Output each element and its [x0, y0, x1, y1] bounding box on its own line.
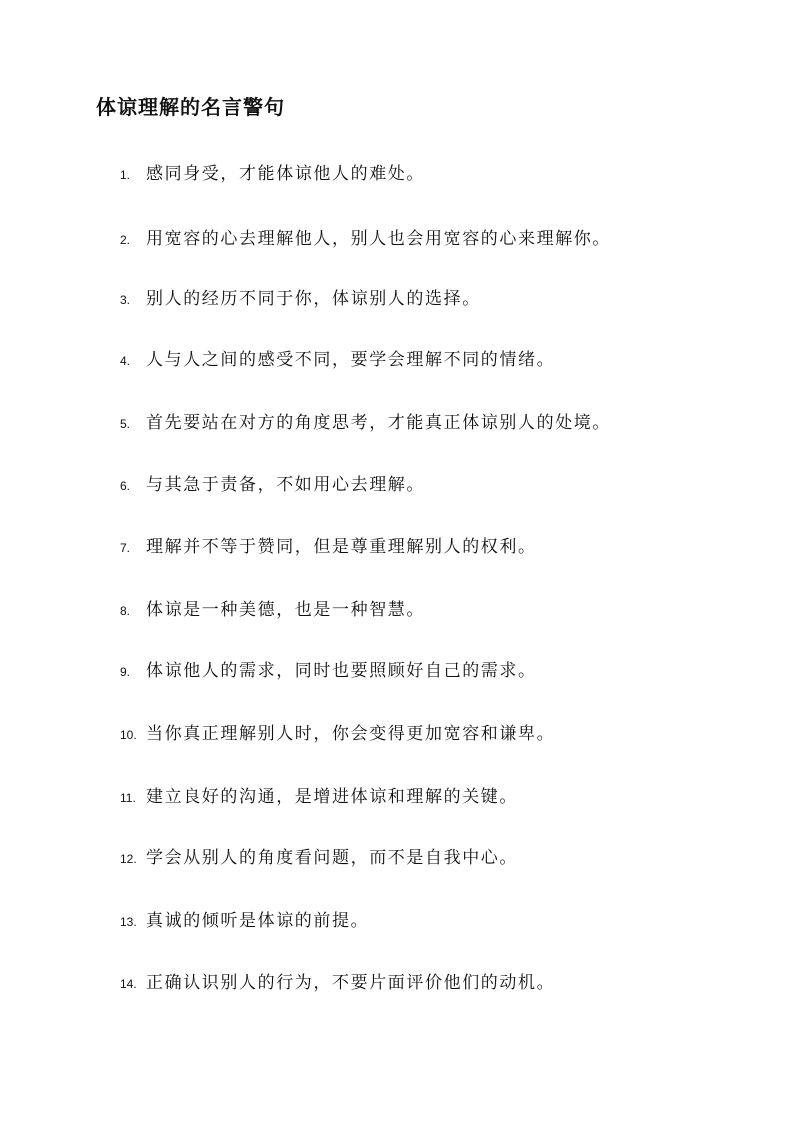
item-text: 与其急于责备，不如用心去理解。 [146, 475, 425, 495]
item-text: 理解并不等于赞同，但是尊重理解别人的权利。 [146, 537, 537, 557]
list-item [120, 409, 611, 437]
list-item [120, 783, 518, 811]
list-item [120, 657, 537, 685]
list-item [120, 596, 425, 624]
list-item [120, 160, 425, 188]
list-item [120, 346, 555, 374]
item-number: 2. [120, 233, 131, 247]
item-text: 感同身受，才能体谅他人的难处。 [146, 164, 425, 184]
list-item [120, 533, 537, 561]
item-number: 13. [120, 915, 137, 929]
item-number: 1. [120, 168, 131, 182]
list-item [120, 844, 518, 872]
item-text: 学会从别人的角度看问题，而不是自我中心。 [146, 848, 518, 868]
item-number: 5. [120, 417, 131, 431]
list-item [120, 907, 369, 935]
list-item [120, 471, 425, 499]
item-number: 14. [120, 977, 137, 991]
item-number: 6. [120, 479, 131, 493]
list-item [120, 225, 611, 253]
item-number: 4. [120, 354, 131, 368]
item-number: 12. [120, 852, 137, 866]
item-text: 正确认识别人的行为，不要片面评价他们的动机。 [146, 973, 556, 993]
item-text: 用宽容的心去理解他人，别人也会用宽容的心来理解你。 [146, 229, 611, 249]
item-text: 建立良好的沟通，是增进体谅和理解的关键。 [146, 787, 518, 807]
item-number: 3. [120, 293, 131, 307]
item-text: 人与人之间的感受不同，要学会理解不同的情绪。 [146, 350, 556, 370]
item-text: 当你真正理解别人时，你会变得更加宽容和谦卑。 [146, 724, 556, 744]
item-text: 体谅是一种美德，也是一种智慧。 [146, 600, 425, 620]
item-text: 别人的经历不同于你，体谅别人的选择。 [146, 289, 481, 309]
list-item [120, 285, 481, 313]
item-text: 体谅他人的需求，同时也要照顾好自己的需求。 [146, 661, 537, 681]
item-number: 8. [120, 604, 131, 618]
item-number: 7. [120, 541, 131, 555]
page-title: 体谅理解的名言警句 [96, 95, 285, 119]
item-text: 真诚的倾听是体谅的前提。 [146, 911, 370, 931]
list-item [120, 720, 555, 748]
item-number: 9. [120, 665, 131, 679]
item-number: 10. [120, 728, 137, 742]
list-item [120, 969, 555, 997]
item-number: 11. [120, 791, 136, 805]
item-text: 首先要站在对方的角度思考，才能真正体谅别人的处境。 [146, 413, 611, 433]
